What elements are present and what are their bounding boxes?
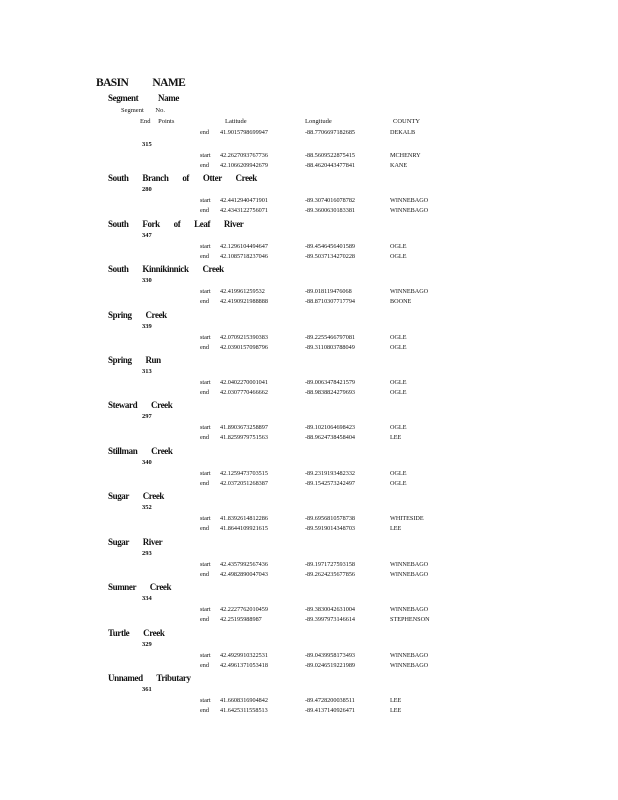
county-cell: MCHENRY (390, 152, 421, 159)
latitude-cell: 42.4190921988888 (220, 298, 268, 305)
header-segment-no: Segment No. (121, 107, 165, 114)
end-point-cell: end (200, 298, 209, 305)
latitude-cell: 41.6425311558513 (220, 707, 268, 714)
segment-number: 347 (142, 232, 152, 239)
county-cell: KANE (390, 162, 408, 169)
latitude-cell: 42.25195988987 (220, 616, 262, 623)
longitude-cell: -89.3830042631004 (305, 606, 356, 613)
longitude-cell: -89.1971727593158 (305, 561, 356, 568)
longitude-cell: -89.6956810578738 (305, 515, 356, 522)
latitude-cell: 41.8259979751563 (220, 434, 268, 441)
latitude-cell: 42.4357992567436 (220, 561, 268, 568)
county-cell: OGLE (390, 480, 407, 487)
county-cell: STEPHENSON (390, 616, 430, 623)
latitude-cell: 42.1085718237046 (220, 253, 268, 260)
longitude-cell: -89.4728200038511 (305, 697, 355, 704)
header-county: COUNTY (393, 118, 421, 125)
segment-number: 297 (142, 413, 152, 420)
latitude-cell: 42.1296104494647 (220, 243, 268, 250)
longitude-cell: -88.7706697182685 (305, 129, 356, 136)
end-point-cell: start (200, 243, 211, 250)
end-point-cell: end (200, 129, 209, 136)
latitude-cell: 42.1066209942679 (220, 162, 268, 169)
county-cell: BOONE (390, 298, 412, 305)
longitude-cell: -89.0063478421579 (305, 379, 356, 386)
segment-number: 334 (142, 595, 152, 602)
latitude-cell: 42.4929910322531 (220, 652, 268, 659)
segment-number: 313 (142, 368, 152, 375)
county-cell: OGLE (390, 470, 407, 477)
latitude-cell: 42.4412940471901 (220, 197, 268, 204)
segment-name: Sugar Creek (108, 491, 165, 501)
header-end-points: End Points (140, 118, 175, 125)
county-cell: OGLE (390, 334, 407, 341)
segment-name: Sugar River (108, 537, 163, 547)
longitude-cell: -89.3110803788049 (305, 344, 355, 351)
longitude-cell: -88.4620443477841 (305, 162, 356, 169)
end-point-cell: end (200, 434, 209, 441)
header-basin-name: BASIN NAME (96, 77, 186, 89)
longitude-cell: -89.2624235677856 (305, 571, 356, 578)
end-point-cell: end (200, 253, 209, 260)
header-longitude: Longitude (305, 118, 332, 125)
end-point-cell: start (200, 379, 211, 386)
county-cell: WINNEBAGO (390, 652, 429, 659)
segment-number: 340 (142, 459, 152, 466)
latitude-cell: 42.4343122756071 (220, 207, 268, 214)
longitude-cell: -89.1542573242497 (305, 480, 356, 487)
segment-name: South Fork of Leaf River (108, 219, 244, 229)
end-point-cell: start (200, 152, 211, 159)
segment-number: 361 (142, 686, 152, 693)
longitude-cell: -89.2319193482332 (305, 470, 356, 477)
county-cell: LEE (390, 707, 402, 714)
longitude-cell: -88.9624738458404 (305, 434, 356, 441)
county-cell: LEE (390, 434, 402, 441)
latitude-cell: 41.9015798699947 (220, 129, 268, 136)
county-cell: WINNEBAGO (390, 207, 429, 214)
longitude-cell: -89.0246519221989 (305, 662, 356, 669)
county-cell: DEKALB (390, 129, 416, 136)
segment-name: Spring Run (108, 355, 161, 365)
county-cell: WHITESIDE (390, 515, 424, 522)
header-latitude: Latitude (225, 118, 247, 125)
latitude-cell: 42.0402270001041 (220, 379, 268, 386)
county-cell: OGLE (390, 389, 407, 396)
county-cell: WINNEBAGO (390, 197, 429, 204)
end-point-cell: end (200, 389, 209, 396)
latitude-cell: 42.1259473703515 (220, 470, 268, 477)
county-cell: WINNEBAGO (390, 288, 429, 295)
segment-name: Turtle Creek (108, 628, 165, 638)
longitude-cell: -89.5919014348703 (305, 525, 356, 532)
longitude-cell: -89.5037134270228 (305, 253, 356, 260)
end-point-cell: end (200, 525, 209, 532)
county-cell: OGLE (390, 253, 407, 260)
longitude-cell: -89.018119476068 (305, 288, 352, 295)
latitude-cell: 42.2227762010459 (220, 606, 268, 613)
segment-name: South Branch of Otter Creek (108, 173, 257, 183)
latitude-cell: 42.2627093767736 (220, 152, 268, 159)
segment-name: Sumner Creek (108, 582, 172, 592)
end-point-cell: end (200, 207, 209, 214)
latitude-cell: 42.419961259532 (220, 288, 265, 295)
county-cell: OGLE (390, 344, 407, 351)
longitude-cell: -88.8710307717794 (305, 298, 356, 305)
latitude-cell: 41.6608316904842 (220, 697, 268, 704)
segment-number: 293 (142, 550, 152, 557)
segment-name: Steward Creek (108, 400, 173, 410)
end-point-cell: start (200, 652, 211, 659)
county-cell: OGLE (390, 424, 407, 431)
latitude-cell: 42.4982890047043 (220, 571, 268, 578)
end-point-cell: start (200, 288, 211, 295)
end-point-cell: end (200, 662, 209, 669)
county-cell: WINNEBAGO (390, 606, 429, 613)
end-point-cell: end (200, 344, 209, 351)
latitude-cell: 41.8392614812286 (220, 515, 268, 522)
longitude-cell: -88.5609522875415 (305, 152, 356, 159)
end-point-cell: start (200, 334, 211, 341)
latitude-cell: 42.4961371053418 (220, 662, 268, 669)
longitude-cell: -89.4546456401589 (305, 243, 356, 250)
segment-name: Unnamed Tributary (108, 673, 191, 683)
county-cell: LEE (390, 697, 402, 704)
county-cell: WINNEBAGO (390, 571, 429, 578)
longitude-cell: -89.4137140926471 (305, 707, 356, 714)
end-point-cell: end (200, 616, 209, 623)
longitude-cell: -89.3997973146614 (305, 616, 356, 623)
end-point-cell: start (200, 561, 211, 568)
segment-name: Spring Creek (108, 310, 167, 320)
end-point-cell: start (200, 697, 211, 704)
end-point-cell: start (200, 606, 211, 613)
segment-number: 280 (142, 186, 152, 193)
latitude-cell: 41.8903673258897 (220, 424, 268, 431)
latitude-cell: 42.0307770466662 (220, 389, 268, 396)
end-point-cell: end (200, 162, 209, 169)
longitude-cell: -89.3074016078782 (305, 197, 356, 204)
county-cell: OGLE (390, 379, 407, 386)
end-point-cell: start (200, 424, 211, 431)
latitude-cell: 42.0390157098796 (220, 344, 268, 351)
end-point-cell: start (200, 197, 211, 204)
county-cell: WINNEBAGO (390, 561, 429, 568)
segment-number: 352 (142, 504, 152, 511)
end-point-cell: end (200, 480, 209, 487)
county-cell: OGLE (390, 243, 407, 250)
longitude-cell: -89.2255466797081 (305, 334, 356, 341)
latitude-cell: 42.0372051268387 (220, 480, 268, 487)
header-segment-name: Segment Name (108, 93, 179, 103)
segment-number: 315 (142, 141, 152, 148)
longitude-cell: -89.1021064698423 (305, 424, 356, 431)
end-point-cell: end (200, 707, 209, 714)
segment-name: South Kinnikinnick Creek (108, 264, 224, 274)
latitude-cell: 41.8644109921615 (220, 525, 268, 532)
latitude-cell: 42.0709215390383 (220, 334, 268, 341)
longitude-cell: -88.9838824279693 (305, 389, 356, 396)
county-cell: LEE (390, 525, 402, 532)
longitude-cell: -89.0439958173493 (305, 652, 356, 659)
segment-number: 329 (142, 641, 152, 648)
end-point-cell: start (200, 470, 211, 477)
segment-name: Stillman Creek (108, 446, 173, 456)
segment-number: 339 (142, 323, 152, 330)
county-cell: WINNEBAGO (390, 662, 429, 669)
segment-number: 330 (142, 277, 152, 284)
longitude-cell: -89.3600630183381 (305, 207, 356, 214)
end-point-cell: end (200, 571, 209, 578)
end-point-cell: start (200, 515, 211, 522)
